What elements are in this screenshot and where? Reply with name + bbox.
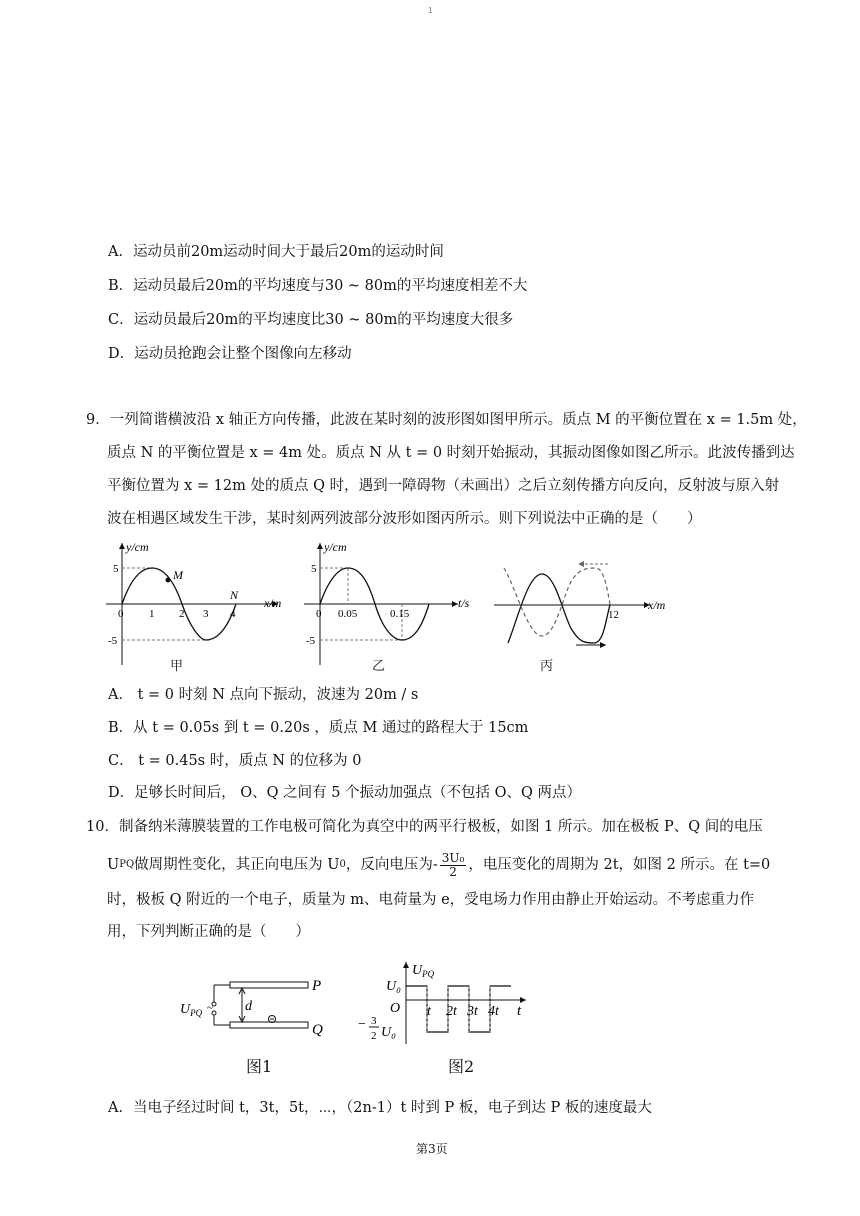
q9-stem-line-1: 9．一列简谐横波沿 x 轴正方向传播，此波在某时刻的波形图如图甲所示。质点 M 的平衡位置在 x = 1.5m 处， <box>86 412 807 428</box>
fig2-neg-num: 3 <box>371 1015 377 1027</box>
figure-1-capacitor <box>172 960 342 1050</box>
q10-option-a: A．当电子经过时间 t，3t，5t，⋯，（2n-1）t 时到 P 板，电子到达 P 板的速度最大 <box>108 1100 652 1116</box>
q8-option-c: C．运动员最后20m的平均速度比30 ~ 80m的平均速度大很多 <box>108 312 514 328</box>
fig2-ylabel: $U_{PQ}$ <box>412 963 435 979</box>
jia-point-m <box>166 578 171 583</box>
fig2-label-u0: U₀ <box>386 979 401 994</box>
yi-tick-y-neg5: -5 <box>306 635 316 647</box>
yi-tick-x-005: 0.05 <box>338 608 358 620</box>
q9-option-a: A． t = 0 时刻 N 点向下振动，波速为 20m / s <box>108 687 419 703</box>
q10-stem-line-4: 用，下列判断正确的是（ ） <box>107 924 310 940</box>
figure-1-caption: 图1 <box>246 1057 273 1076</box>
jia-tick-y-neg5: -5 <box>108 635 118 647</box>
q10-stem-line-1: 10．制备纳米薄膜装置的工作电极可简化为真空中的两平行极板，如图 1 所示。加在极板 P、Q 间的电压 <box>86 819 763 835</box>
jia-tick-x-4: 4 <box>230 608 236 620</box>
q9-option-b: B．从 t = 0.05s 到 t = 0.20s ，质点 M 通过的路程大于 15cm <box>108 720 529 736</box>
yi-xlabel: t/s <box>458 596 470 610</box>
jia-tick-x-0: 0 <box>118 608 124 620</box>
page-header-mark: 1 <box>428 6 433 15</box>
fig2-tick-2t: 2t <box>446 1004 457 1019</box>
fig2-neg-u0: U₀ <box>381 1025 396 1040</box>
fig2-label-o: O <box>390 1001 401 1016</box>
yi-tick-x-015: 0.15 <box>390 608 410 620</box>
jia-tick-x-3: 3 <box>203 608 209 620</box>
bing-tick-12: 12 <box>608 609 619 621</box>
plate-p <box>230 982 308 988</box>
jia-ylabel: y/cm <box>126 540 149 554</box>
bing-incident-wave <box>508 574 610 643</box>
fig2-neg-den: 2 <box>371 1030 377 1042</box>
yi-tick-x-0: 0 <box>316 608 322 620</box>
yi-ylabel: y/cm <box>324 540 347 554</box>
q9-option-c: C． t = 0.45s 时，质点 N 的位移为 0 <box>108 753 362 769</box>
figure-yi <box>298 535 488 675</box>
fig2-tick-3t: 3t <box>467 1004 478 1019</box>
jia-label-m: M <box>173 568 183 582</box>
jia-tick-x-2: 2 <box>179 608 185 620</box>
figure-jia <box>100 535 290 675</box>
fig2-neg-sign: − <box>358 1017 366 1032</box>
jia-label-n: N <box>230 588 239 602</box>
ac-source-icon: ~ <box>207 1002 213 1014</box>
q10-stem-line-3: 时，极板 Q 附近的一个电子，质量为 m、电荷量为 e，受电场力作用由静止开始运动。不考虑重力作 <box>107 892 755 908</box>
q9-stem-line-4: 波在相遇区域发生干涉，某时刻两列波部分波形如图丙所示。则下列说法中正确的是（ ） <box>107 511 702 527</box>
q9-stem-line-3: 平衡位置为 x = 12m 处的质点 Q 时，遇到一障碍物（未画出）之后立刻传播方向反向，反射波与原入射 <box>107 478 780 494</box>
figure-2-voltage-graph <box>354 958 534 1050</box>
label-upq: $U_{PQ}$ <box>180 1002 203 1018</box>
fig2-tick-4t: 4t <box>488 1004 499 1019</box>
q9-stem-line-2: 质点 N 的平衡位置是 x = 4m 处。质点 N 从 t = 0 时刻开始振动，其振动图像如图乙所示。此波传播到达 <box>107 445 795 461</box>
label-d: d <box>245 999 252 1014</box>
q8-option-d: D．运动员抢跑会让整个图像向左移动 <box>108 346 352 362</box>
q8-option-b: B．运动员最后20m的平均速度与30 ~ 80m的平均速度相差不大 <box>108 278 528 294</box>
label-p: P <box>312 978 322 994</box>
bing-reflected-wave <box>504 568 610 636</box>
q10-reverse-voltage-fraction: $\frac{\text{3U₀}}{2}$ <box>441 850 465 879</box>
q8-option-a: A．运动员前20m运动时间大于最后20m的运动时间 <box>108 244 444 260</box>
q10-stem-line-2: U PQ 做周期性变化，其正向电压为 U 0 ，反向电压为- $\frac{\text{3U₀}}{2}$ ，电压变化的周期为 2t，如图 2 所示。在 t=0 <box>107 850 771 879</box>
plate-q <box>230 1022 308 1028</box>
jia-caption: 甲 <box>170 659 184 674</box>
yi-caption: 乙 <box>372 659 386 674</box>
bing-xlabel: x/m <box>648 598 666 612</box>
page-number: 第3页 <box>416 1142 448 1156</box>
yi-tick-y-5: 5 <box>311 563 317 575</box>
jia-tick-x-1: 1 <box>149 608 155 620</box>
jia-tick-y-5: 5 <box>113 563 119 575</box>
bing-caption: 丙 <box>540 659 554 674</box>
q9-option-d: D．足够长时间后， O、Q 之间有 5 个振动加强点（不包括 O、Q 两点） <box>108 785 582 801</box>
label-q: Q <box>312 1022 323 1038</box>
fig2-tick-t: t <box>427 1004 431 1019</box>
figure-bing <box>490 548 680 658</box>
jia-xlabel: x/m <box>264 596 282 610</box>
fig2-xlabel: t <box>517 1003 522 1019</box>
figure-2-caption: 图2 <box>448 1057 475 1076</box>
